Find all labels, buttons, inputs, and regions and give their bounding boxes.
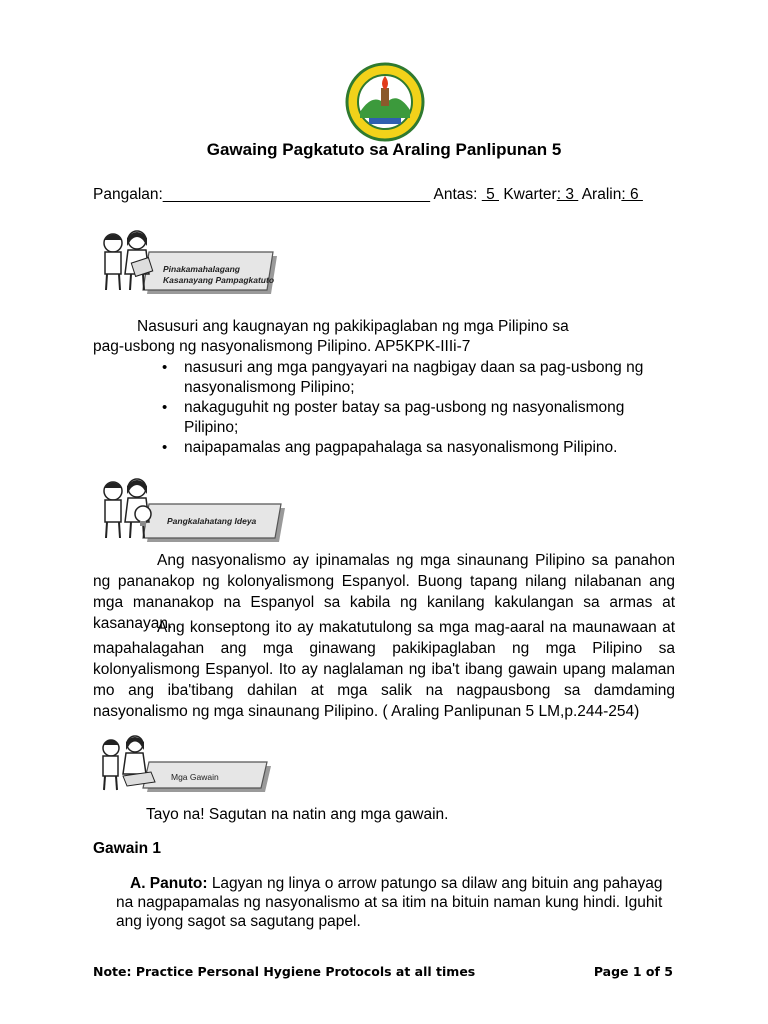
direction-label: A. Panuto: xyxy=(130,875,208,892)
name-label: Pangalan: xyxy=(93,186,163,203)
list-item: • naipapamalas ang pagpapahalaga sa nasyonalismong Pilipino. xyxy=(157,438,657,458)
banner-label: Pangkalahatang Ideya xyxy=(167,516,257,526)
banner-pinakamahalagang xyxy=(93,226,293,296)
kids-writing-icon xyxy=(93,732,293,794)
page-number: Page 1 of 5 xyxy=(593,964,673,979)
list-item: • nasusuri ang mga pangyayari na nagbigay daan sa pag-usbong ng nasyonalismong Pilipino; xyxy=(157,358,657,398)
activity-title: Gawain 1 xyxy=(93,840,162,857)
activity-directions xyxy=(116,874,676,931)
list-item: • nakaguguhit ng poster batay sa pag-usbong ng nasyonalismong Pilipino; xyxy=(157,398,657,438)
banner-label: Mga Gawain xyxy=(171,772,219,782)
paragraph-2: Ang konseptong ito ay makatutulong sa mga mag-aaral na maunawaan at mapahalagahan ang mga ginawang pakikipaglaban ng mga Pilipino sa kolonyalismong Espanyol. Ito ay naglalaman ng iba't ibang gawain upang malaman mo ang iba'tibang dahilan at mga salik na nagpausbong sa damdaming nasyonalismo ng mga sinaunang Pilipino. ( Araling Panlipunan 5 LM,p.244-254) xyxy=(93,619,675,720)
banner-line1: Pinakamahalagang xyxy=(163,264,241,274)
lesson-label: Aralin xyxy=(581,186,622,203)
intro-line1: Nasusuri ang kaugnayan ng pakikipaglaban ng mga Pilipino sa xyxy=(137,318,569,335)
page-title: Gawaing Pagkatuto sa Araling Panlipunan 5 xyxy=(206,140,562,159)
grade-value: 5 xyxy=(481,186,499,203)
quarter-label: Kwarter xyxy=(503,186,557,203)
page-footer xyxy=(93,964,673,979)
objectives-list xyxy=(157,358,657,458)
name-blank: _______________________________ xyxy=(162,186,431,203)
division-seal-icon xyxy=(345,62,425,142)
info-line xyxy=(93,186,643,204)
banner-label xyxy=(163,264,274,286)
banner-line2: Kasanayang Pampagkatuto xyxy=(163,275,275,285)
direction-text: Lagyan ng linya o arrow patungo sa dilaw ang bituin ang pahayag na nagpapamalas ng nasyonalismo at sa itim na bituin naman kung hindi. Iguhit ang iyong sagot sa sagutang papel. xyxy=(116,875,663,930)
grade-label: Antas: xyxy=(433,186,478,203)
quarter-value: : 3 xyxy=(556,186,579,203)
kids-lightbulb-icon xyxy=(93,474,293,544)
activities-intro: Tayo na! Sagutan na natin ang mga gawain. xyxy=(146,806,449,823)
lesson-value: : 6 xyxy=(621,186,643,203)
footer-note: Note: Practice Personal Hygiene Protocols at all times xyxy=(93,964,476,979)
paragraph-1: Ang nasyonalismo ay ipinamalas ng mga sinaunang Pilipino sa panahon ng pananakop ng kolonyalismong Espanyol. Buong tapang nilang nilabanan ang mga mananakop na Espanyol sa kabila ng kanilang kakulangan sa armas at kasanayan. xyxy=(93,552,675,632)
intro-line2: pag-usbong ng nasyonalismong Pilipino. AP5KPK-IIIi-7 xyxy=(93,338,471,355)
banner-mga-gawain xyxy=(93,732,293,794)
banner-pangkalahatang-ideya xyxy=(93,474,293,544)
